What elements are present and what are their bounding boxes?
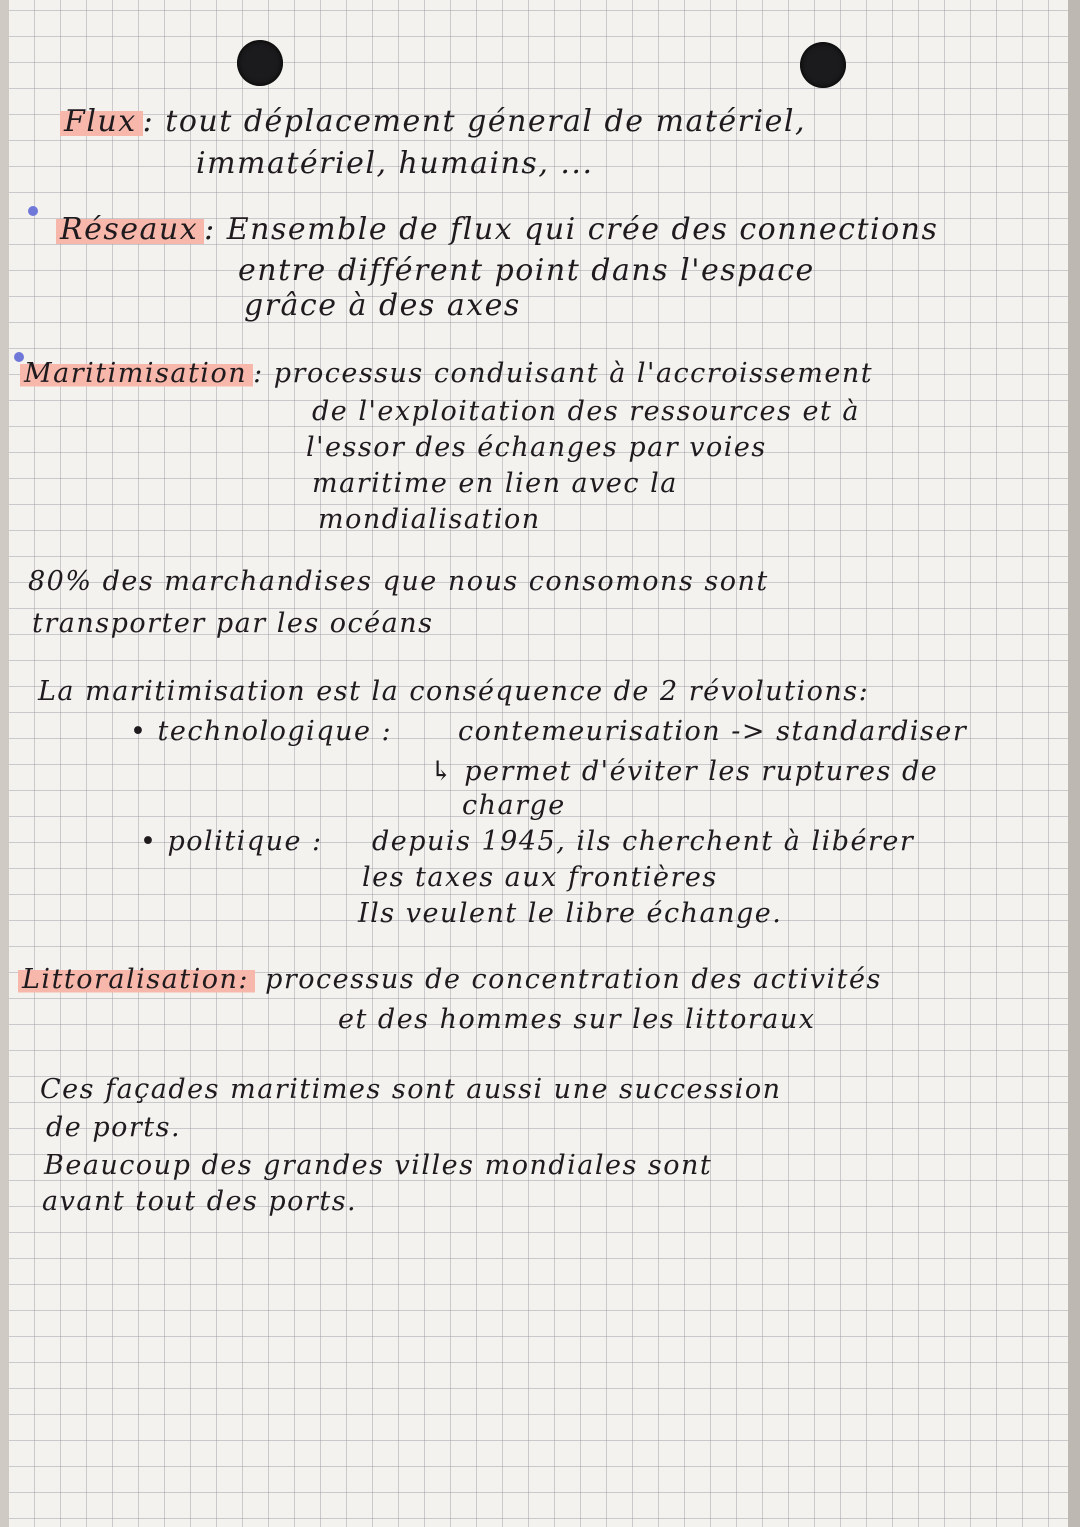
facades-line2: de ports. xyxy=(46,1112,182,1143)
reseaux-definition-line1 xyxy=(56,212,938,247)
maritimisation-definition-line5: mondialisation xyxy=(318,504,541,535)
littoralisation-definition-line1 xyxy=(18,964,882,995)
revolution-tech-label: • technologique : xyxy=(130,716,393,747)
maritimisation-definition-line2: de l'exploitation des ressources et à xyxy=(312,396,860,427)
flux-definition-line1 xyxy=(60,104,806,139)
littoralisation-definition-line2: et des hommes sur les littoraux xyxy=(338,1004,816,1035)
littoralisation-text-1: processus de concentration des activités xyxy=(265,964,882,995)
maritimisation-text-1: : processus conduisant à l'accroissement xyxy=(253,358,874,389)
maritimisation-definition-line1 xyxy=(20,358,873,389)
revolution-tech-line1: contemeurisation -> standardiser xyxy=(458,716,968,747)
maritimisation-term: Maritimisation xyxy=(20,358,253,389)
revolution-politique-line3: Ils veulent le libre échange. xyxy=(358,898,783,929)
flux-definition-line2: immatériel, humains, ... xyxy=(196,146,594,181)
facades-line4: avant tout des ports. xyxy=(42,1186,358,1217)
revolution-politique-line1: depuis 1945, ils cherchent à libérer xyxy=(372,826,915,857)
page-right-edge xyxy=(1068,0,1080,1527)
page-left-edge xyxy=(0,0,9,1527)
reseaux-bullet-dot xyxy=(28,206,38,216)
stat-line2: transporter par les océans xyxy=(32,608,434,639)
reseaux-definition-line3: grâce à des axes xyxy=(244,288,521,323)
binder-hole-left xyxy=(237,40,283,86)
facades-line3: Beaucoup des grandes villes mondiales sont xyxy=(44,1150,713,1181)
reseaux-definition-line2: entre différent point dans l'espace xyxy=(238,253,815,288)
flux-term: Flux xyxy=(60,104,143,139)
reseaux-term: Réseaux xyxy=(56,212,204,247)
revolution-tech-line3: charge xyxy=(462,790,566,821)
maritimisation-definition-line4: maritime en lien avec la xyxy=(312,468,678,499)
maritimisation-definition-line3: l'essor des échanges par voies xyxy=(306,432,767,463)
facades-line1: Ces façades maritimes sont aussi une succession xyxy=(40,1074,782,1105)
binder-hole-right xyxy=(800,42,846,88)
revolutions-intro: La maritimisation est la conséquence de 2 révolutions: xyxy=(38,676,870,707)
stat-line1: 80% des marchandises que nous consomons sont xyxy=(28,566,769,597)
littoralisation-term: Littoralisation: xyxy=(18,964,255,995)
revolution-politique-label: • politique : xyxy=(140,826,323,857)
reseaux-text-1: : Ensemble de flux qui crée des connections xyxy=(204,212,939,247)
revolution-tech-line2: ↳ permet d'éviter les ruptures de xyxy=(430,756,939,787)
revolution-politique-line2: les taxes aux frontières xyxy=(362,862,718,893)
flux-text-1: : tout déplacement géneral de matériel, xyxy=(142,104,806,139)
